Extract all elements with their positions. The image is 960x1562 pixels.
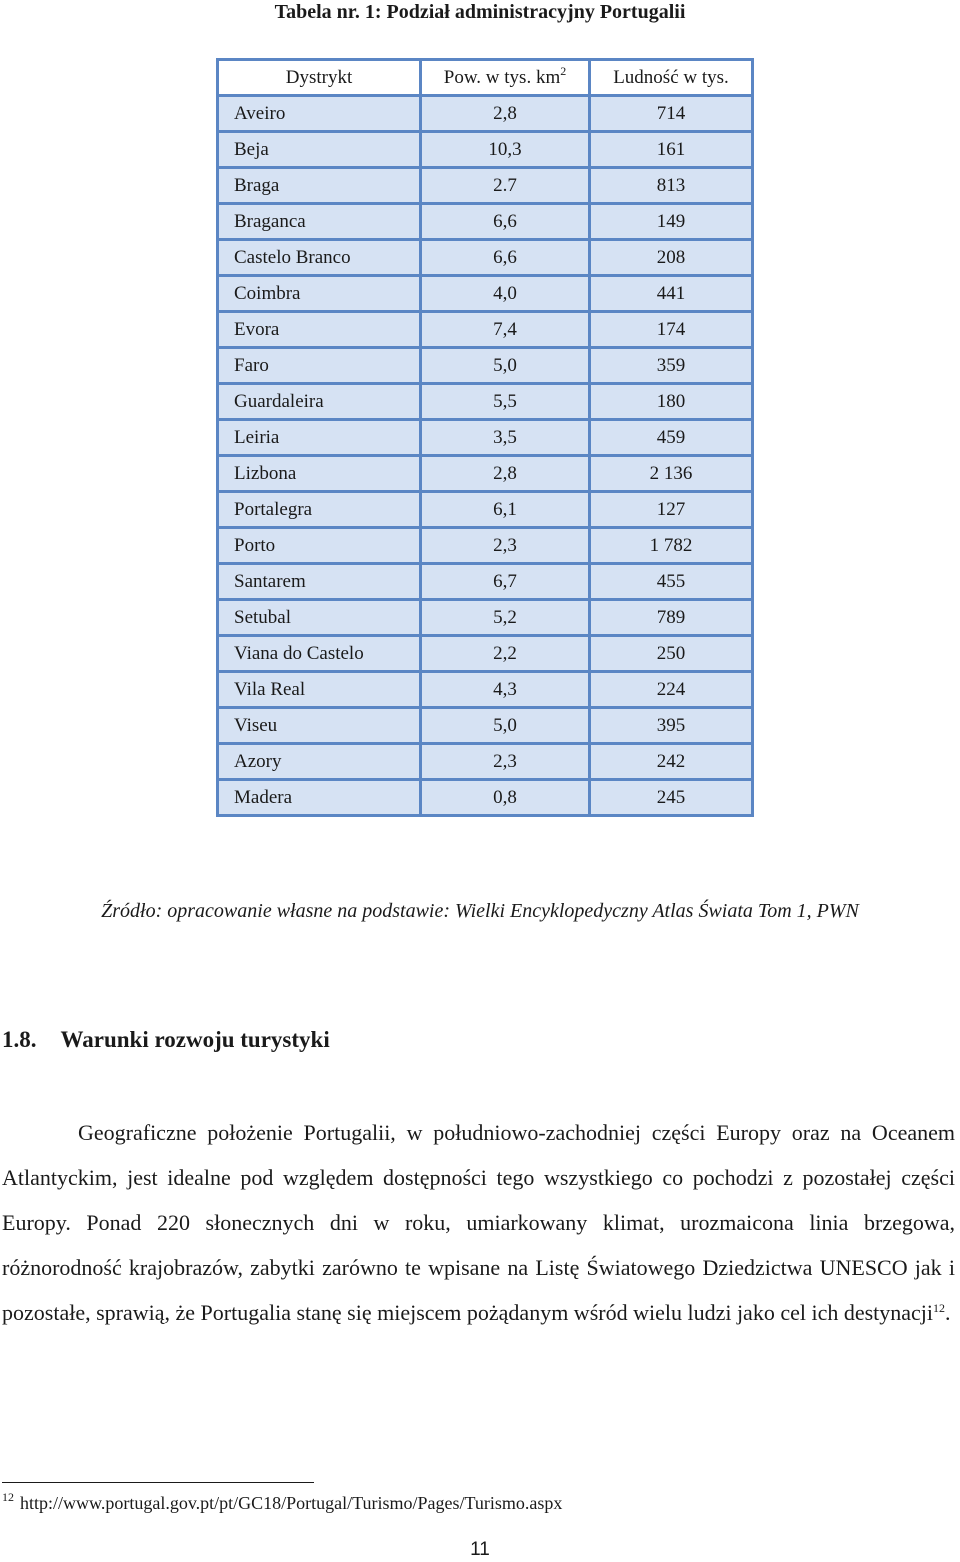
cell-population: 161 (590, 132, 753, 168)
cell-district: Beja (218, 132, 421, 168)
table-row (218, 672, 753, 708)
cell-area: 10,3 (421, 132, 590, 168)
table-row (218, 600, 753, 636)
table-row (218, 636, 753, 672)
section-title: Warunki rozwoju turystyki (60, 1027, 330, 1052)
cell-population: 714 (590, 96, 753, 132)
cell-district: Azory (218, 744, 421, 780)
body-paragraph (2, 1110, 955, 1335)
paragraph-end: . (945, 1300, 951, 1325)
cell-area: 5,5 (421, 384, 590, 420)
cell-area: 6,7 (421, 564, 590, 600)
cell-population: 813 (590, 168, 753, 204)
footnote (2, 1491, 562, 1515)
cell-area: 2,3 (421, 528, 590, 564)
cell-area: 2,8 (421, 96, 590, 132)
table-row (218, 240, 753, 276)
table-header-row (218, 60, 753, 96)
table-body (218, 96, 753, 816)
cell-district: Santarem (218, 564, 421, 600)
cell-district: Madera (218, 780, 421, 816)
cell-district: Viana do Castelo (218, 636, 421, 672)
table-row (218, 744, 753, 780)
footnote-separator (2, 1482, 314, 1483)
cell-area: 5,2 (421, 600, 590, 636)
cell-area: 2,2 (421, 636, 590, 672)
cell-population: 149 (590, 204, 753, 240)
cell-district: Braga (218, 168, 421, 204)
table-row (218, 708, 753, 744)
cell-area: 5,0 (421, 708, 590, 744)
cell-population: 441 (590, 276, 753, 312)
table-row (218, 492, 753, 528)
column-header-area-label: Pow. w tys. km (443, 67, 561, 88)
cell-district: Coimbra (218, 276, 421, 312)
footnote-reference: 12 (933, 1301, 946, 1315)
cell-district: Lizbona (218, 456, 421, 492)
cell-population: 2 136 (590, 456, 753, 492)
table-caption: Tabela nr. 1: Podział administracyjny Portugalii (274, 1, 686, 23)
cell-population: 224 (590, 672, 753, 708)
table-row (218, 276, 753, 312)
cell-population: 459 (590, 420, 753, 456)
cell-population: 180 (590, 384, 753, 420)
cell-area: 6,6 (421, 240, 590, 276)
cell-area: 7,4 (421, 312, 590, 348)
column-header-area (421, 60, 590, 96)
cell-area: 4,3 (421, 672, 590, 708)
table-row (218, 204, 753, 240)
table-row (218, 96, 753, 132)
cell-population: 455 (590, 564, 753, 600)
cell-district: Viseu (218, 708, 421, 744)
table-row (218, 564, 753, 600)
cell-area: 5,0 (421, 348, 590, 384)
cell-population: 359 (590, 348, 753, 384)
table-row (218, 456, 753, 492)
table-row (218, 384, 753, 420)
cell-area: 0,8 (421, 780, 590, 816)
paragraph-text: Geograficzne położenie Portugalii, w południowo-zachodniej części Europy oraz na Oceanem Atlantyckim, jest idealne pod względem dostępności tego wszystkiego co pochodzi z pozostałej części Europy. Ponad 220 słonecznych dni w roku, umiarkowany klimat, urozmaicona linia brzegowa, różnorodność krajobrazów, zabytki zarówno te wpisane na Listę Światowego Dziedzictwa UNESCO jak i pozostałe, sprawią, że Portugalia stanę się miejscem pożądanym wśród wielu ludzi jako cel ich destynacji (2, 1120, 955, 1325)
cell-population: 245 (590, 780, 753, 816)
cell-population: 127 (590, 492, 753, 528)
cell-district: Leiria (218, 420, 421, 456)
cell-district: Braganca (218, 204, 421, 240)
cell-district: Setubal (218, 600, 421, 636)
cell-district: Porto (218, 528, 421, 564)
cell-district: Faro (218, 348, 421, 384)
table-row (218, 312, 753, 348)
cell-population: 1 782 (590, 528, 753, 564)
section-number: 1.8. (2, 1027, 37, 1052)
cell-district: Aveiro (218, 96, 421, 132)
cell-district: Guardaleira (218, 384, 421, 420)
table-row (218, 132, 753, 168)
footnote-number: 12 (2, 1490, 14, 1504)
cell-area: 2,3 (421, 744, 590, 780)
cell-population: 395 (590, 708, 753, 744)
table-row (218, 528, 753, 564)
footnote-url[interactable]: http://www.portugal.gov.pt/pt/GC18/Portugal/Turismo/Pages/Turismo.aspx (20, 1493, 563, 1513)
table-source-note: Źródło: opracowanie własne na podstawie: Wielki Encyklopedyczny Atlas Świata Tom 1, PWN (101, 900, 859, 922)
table-row (218, 420, 753, 456)
column-header-population: Ludność w tys. (590, 60, 753, 96)
cell-area: 2.7 (421, 168, 590, 204)
cell-district: Vila Real (218, 672, 421, 708)
section-heading (2, 1025, 330, 1055)
cell-population: 174 (590, 312, 753, 348)
cell-area: 6,1 (421, 492, 590, 528)
table-row (218, 348, 753, 384)
cell-district: Castelo Branco (218, 240, 421, 276)
cell-population: 789 (590, 600, 753, 636)
cell-district: Portalegra (218, 492, 421, 528)
table-row (218, 780, 753, 816)
cell-area: 4,0 (421, 276, 590, 312)
column-header-district: Dystrykt (218, 60, 421, 96)
cell-population: 250 (590, 636, 753, 672)
districts-table (216, 58, 754, 817)
cell-area: 6,6 (421, 204, 590, 240)
table-row (218, 168, 753, 204)
cell-population: 242 (590, 744, 753, 780)
column-header-area-superscript: 2 (560, 64, 567, 78)
cell-district: Evora (218, 312, 421, 348)
cell-area: 3,5 (421, 420, 590, 456)
cell-population: 208 (590, 240, 753, 276)
page-number: 11 (470, 1539, 490, 1560)
cell-area: 2,8 (421, 456, 590, 492)
